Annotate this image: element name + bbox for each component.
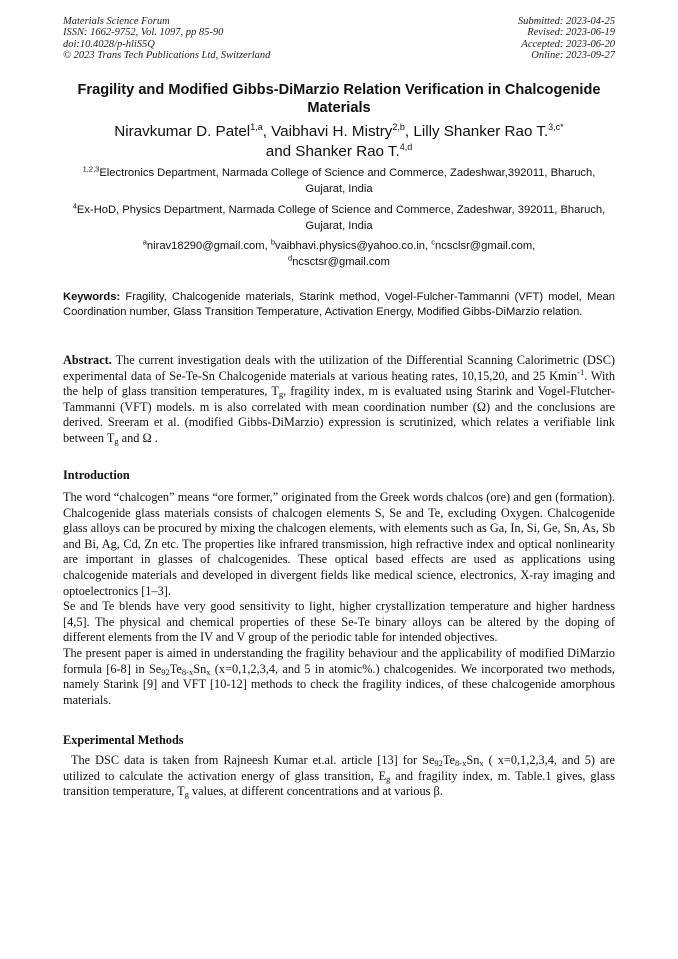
experimental-body (63, 753, 615, 800)
issn: ISSN: 1662-9752, Vol. 1097, pp 85-90 (63, 27, 224, 39)
affiliation-mark: 1,2,3 (82, 164, 100, 174)
author-name: Lilly Shanker Rao T. (413, 123, 549, 140)
introduction-body (63, 490, 615, 708)
section-heading-introduction: Introduction (63, 468, 130, 482)
submitted-date: Submitted: 2023-04-25 (517, 16, 615, 27)
email-link[interactable]: ncsclsr@gmail.com, (435, 240, 536, 252)
paragraph: The word “chalcogen” means “ore former,” originated from the Greek words chalcos (ore) and gen (formation). Chalcogenide glass materials consists of chalcogen elements S, Se and Te, excluding Oxygen. Chalcogenide glass alloys can be procured by mixing the chalcogen elements, with elements such as Ga, In, Si, Ge, Sn, As, Sb and Bi, Ag, Cd, Zn etc. The properties like infrared transmission, high refractive index and optical nonlinearity are important in glasses of chalcogenides. These optical based effects are used as applications using chalcogenide materials and developed in divergent fields like medical science, electronics, X-ray imaging and optoelectronics [1–3]. (63, 490, 615, 598)
section-heading-experimental: Experimental Methods (63, 733, 184, 747)
email-list: $^a$nirav18290@gmail.com, $^b$vaibhavi.physics@yahoo.co.in, $^c$ncsclsr@gmail.com, $^d$ncsctsr@gmail.com (142, 237, 536, 268)
author-affil-mark: 2,b (392, 121, 405, 132)
revised-date: Revised: 2023-06-19 (527, 27, 615, 39)
email-link[interactable]: ncsctsr@gmail.com (292, 255, 390, 268)
paper-title: Fragility and Modified Gibbs-DiMarzio Relation Verification in Chalcogenide Materials (77, 82, 601, 116)
affiliation-text: Ex-HoD, Physics Department, Narmada College of Science and Commerce, Zadeshwar, 392011, Bharuch, Gujarat, India (76, 204, 606, 232)
doi[interactable]: doi:10.4028/p-hliS5Q (63, 38, 155, 50)
journal-header-left (63, 16, 270, 62)
online-date: Online: 2023-09-27 (531, 50, 615, 62)
author-list: Niravkumar D. Patel$^{1,a}$, Vaibhavi H. Mistry$^{2,b}$, Lilly Shanker Rao T.$^{3,c*}$ and Shanker Rao T.$^{4,d}$ (114, 121, 564, 160)
affiliation (63, 166, 615, 197)
author-name: Vaibhavi H. Mistry (271, 123, 393, 140)
paragraph: The DSC data is taken from Rajneesh Kumar et.al. article [13] for $Se_{92}Te_{8-x}Sn_x$ ( x=0,1,2,3,4, and 5) are utilized to calculate the activation energy of glass transition, $E_g$ and fragility index, m. Table.1 gives, glass transition temperature, $T_g$ values, at different concentrations and at various β. (63, 753, 616, 800)
affiliation-mark: 4 (72, 201, 77, 211)
author-affil-mark: 3,c* (548, 121, 564, 132)
paragraph: The present paper is aimed in understanding the fragility behaviour and the applicability of modified DiMarzio formula [6-8] in $Se_{92}Te_{8-x}Sn_x$ (x=0,1,2,3,4, and 5 in atomic%.) chalcogenides. We incorporated two methods, namely Starink [9] and VFT [10-12] methods to check the fragility indices, of these chalcogenide amorphous materials. (63, 645, 615, 707)
keywords (63, 290, 615, 320)
email-link[interactable]: vaibhavi.physics@yahoo.co.in, (274, 240, 432, 252)
affiliation (63, 203, 615, 234)
author-name: Niravkumar D. Patel (114, 123, 251, 140)
email-link[interactable]: nirav18290@gmail.com, (146, 240, 271, 252)
author-affil-mark: 4,d (399, 141, 413, 152)
copyright: © 2023 Trans Tech Publications Ltd, Switzerland (63, 50, 271, 62)
keywords-label: Keywords: (63, 291, 121, 303)
author-affil-mark: 1,a (250, 121, 263, 132)
affiliation-text: Electronics Department, Narmada College of Science and Commerce, Zadeshwar,392011, Bharuch, Gujarat, India (99, 167, 596, 195)
paragraph: Se and Te blends have very good sensitivity to light, higher crystallization temperature and higher hardness [4,5]. The physical and chemical properties of these Se-Te binary alloys can be altered by the doping of different elements from the IV and V group of the periodic table for intended objectives. (63, 599, 615, 645)
author-name: and Shanker Rao T. (265, 143, 400, 160)
journal-header-right (518, 16, 615, 62)
abstract: Abstract. The current investigation deals with the utilization of the Differential Scanning Calorimetric (DSC) experimental data of Se-Te-Sn Chalcogenide materials at various heating rates, 10,15,20, and 25 Kmin$^{-1}$. With the help of glass transition temperatures, $T_g$, fragility index, m is evaluated using Starink and Vogel-Flutcher-Tammanni (VFT) models. m is also correlated with mean coordination number (Ω) and the conclusions are derived. Sreeram et al. (modified Gibbs-DiMarzio) expression is scrutinized, which relates a verifiable link between $T_g$ and Ω . (63, 353, 615, 446)
abstract-label: Abstract. (63, 353, 112, 367)
journal-name: Materials Science Forum (63, 16, 170, 27)
accepted-date: Accepted: 2023-06-20 (521, 38, 615, 50)
keywords-text: Fragility, Chalcogenide materials, Starink method, Vogel-Fulcher-Tammanni (VFT) model, Mean Coordination number, Glass Transition Temperature, Activation Energy, Modified Gibbs-DiMarzio relation. (63, 291, 615, 319)
